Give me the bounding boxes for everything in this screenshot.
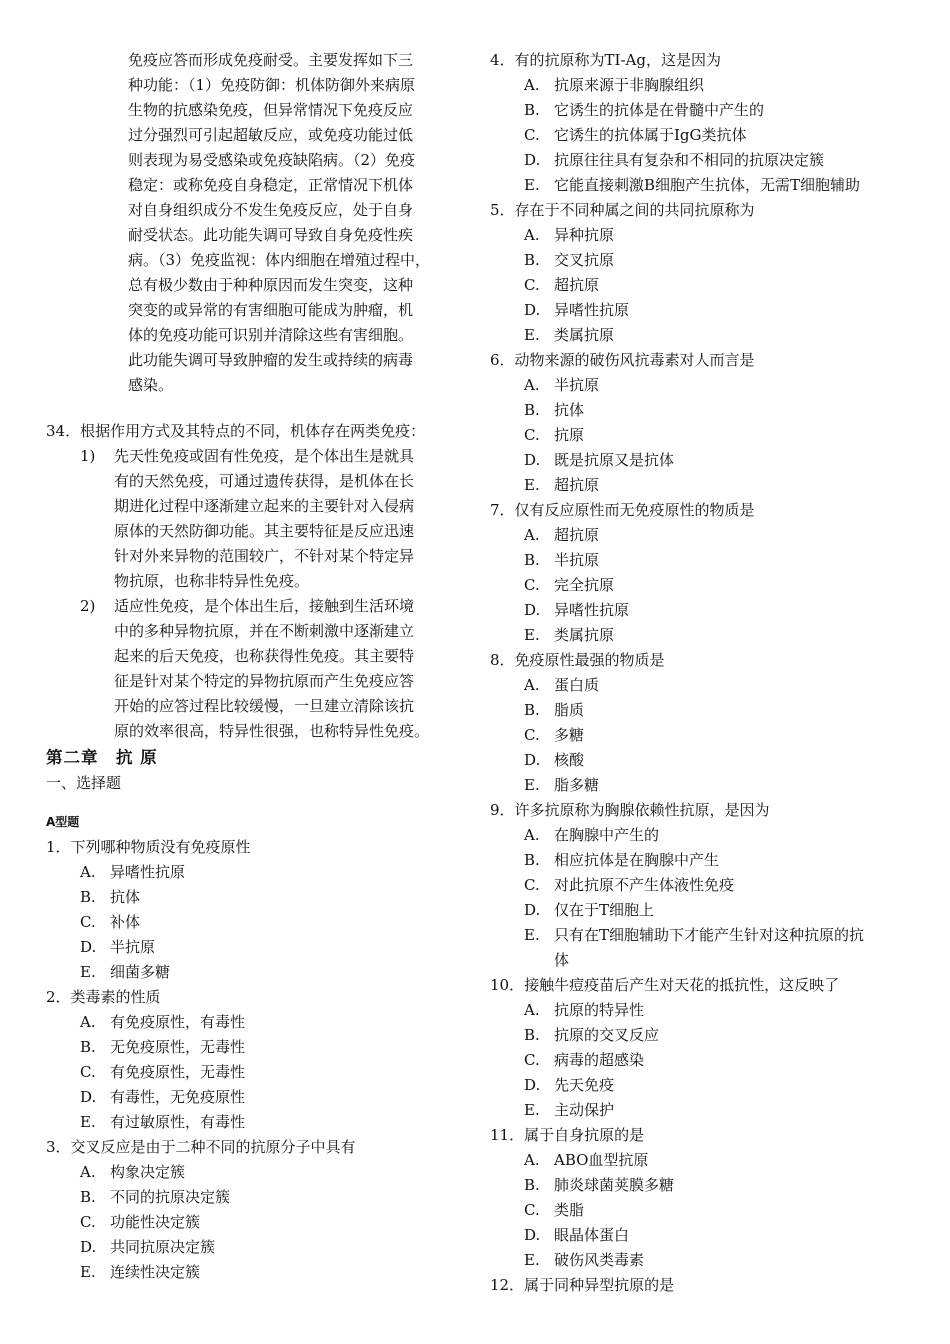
question-stem: 10．接触牛痘疫苗后产生对天花的抵抗性，这反映了: [490, 976, 840, 994]
option-text: 主动保护: [554, 1101, 615, 1119]
option-text: 超抗原: [554, 476, 600, 494]
option-c: [490, 573, 908, 598]
option-letter: C.: [524, 126, 540, 144]
option-letter: B.: [80, 1188, 96, 1206]
option-text: 抗体: [110, 888, 141, 906]
option-letter: C.: [524, 276, 540, 294]
option-text: 抗原往往具有复杂和不相同的抗原决定簇: [554, 151, 825, 169]
option-text: 抗原的特异性: [554, 1001, 645, 1019]
option-text: 超抗原: [554, 276, 600, 294]
option-letter: A.: [524, 526, 540, 544]
option-letter: E.: [524, 1101, 540, 1119]
option-letter: E.: [524, 1251, 540, 1269]
option-d: [46, 1235, 472, 1260]
question-5: [490, 198, 908, 348]
option-text: 有免疫原性，有毒性: [110, 1013, 246, 1031]
option-letter: B.: [524, 851, 540, 869]
option-e: [490, 323, 908, 348]
option-e-continued: 体: [554, 951, 570, 969]
option-a: [490, 998, 908, 1023]
question-34: 34．根据作用方式及其特点的不同，机体存在两类免疫：: [46, 422, 426, 440]
option-text: 相应抗体是在胸腺中产生: [554, 851, 720, 869]
question-stem: 5．存在于不同种属之间的共同抗原称为: [490, 201, 755, 219]
option-text: 有毒性，无免疫原性: [110, 1088, 246, 1106]
option-letter: B.: [524, 701, 540, 719]
option-a: [490, 73, 908, 98]
option-letter: D.: [524, 601, 541, 619]
option-text: 病毒的超感染: [554, 1051, 645, 1069]
option-text: 完全抗原: [554, 576, 615, 594]
option-letter: A.: [80, 863, 96, 881]
option-letter: C.: [524, 1201, 540, 1219]
text-line: 起来的后天免疫，也称获得性免疫。其主要特: [114, 647, 415, 665]
right-column: [490, 48, 908, 1298]
option-text: 异嗜性抗原: [110, 863, 186, 881]
option-a: [490, 373, 908, 398]
option-c: [46, 1060, 472, 1085]
option-text: 破伤风类毒素: [554, 1251, 645, 1269]
option-text: ABO血型抗原: [554, 1151, 649, 1169]
option-letter: B.: [524, 1026, 540, 1044]
chapter-title: 第二章 抗 原: [46, 748, 158, 767]
option-b: [490, 1023, 908, 1048]
question-stem: 2．类毒素的性质: [46, 988, 161, 1006]
option-b: [46, 885, 472, 910]
option-letter: A.: [524, 76, 540, 94]
option-e: [490, 173, 908, 198]
option-letter: D.: [80, 1088, 97, 1106]
item-number: 1): [80, 447, 96, 465]
option-letter: D.: [524, 1076, 541, 1094]
question-stem: 9．许多抗原称为胸腺依赖性抗原，是因为: [490, 801, 770, 819]
option-e: [490, 923, 908, 948]
option-letter: E.: [524, 926, 540, 944]
option-text: 抗原的交叉反应: [554, 1026, 660, 1044]
left-column: [46, 48, 472, 1285]
question-12: [490, 1273, 908, 1298]
option-b: [490, 1173, 908, 1198]
text-line: 突变的或异常的有害细胞可能成为肿瘤，机: [128, 301, 414, 319]
option-c: [490, 723, 908, 748]
option-d: [490, 598, 908, 623]
text-line: 过分强烈可引起超敏反应，或免疫功能过低: [128, 126, 414, 144]
option-letter: D.: [524, 901, 541, 919]
option-c: [490, 123, 908, 148]
option-letter: E.: [80, 1263, 96, 1281]
text-line: 期进化过程中逐渐建立起来的主要针对入侵病: [114, 497, 415, 515]
option-c: [46, 910, 472, 935]
option-text: 眼晶体蛋白: [554, 1226, 630, 1244]
option-letter: A.: [524, 1151, 540, 1169]
option-text: 构象决定簇: [110, 1163, 186, 1181]
option-b: [46, 1035, 472, 1060]
option-letter: B.: [80, 888, 96, 906]
option-d: [490, 898, 908, 923]
text-line: 中的多种异物抗原，并在不断刺激中逐渐建立: [114, 622, 415, 640]
option-text: 半抗原: [554, 551, 600, 569]
option-letter: B.: [524, 101, 540, 119]
option-c: [490, 423, 908, 448]
text-line: 体的免疫功能可识别并清除这些有害细胞。: [128, 326, 414, 344]
option-text: 有过敏原性，有毒性: [110, 1113, 246, 1131]
option-letter: A.: [80, 1163, 96, 1181]
option-b: [490, 248, 908, 273]
option-e: [490, 1098, 908, 1123]
option-text: 异种抗原: [554, 226, 615, 244]
option-letter: B.: [524, 251, 540, 269]
question-9: [490, 798, 908, 973]
text-line: 对自身组织成分不发生免疫反应，处于自身: [128, 201, 414, 219]
option-text: 既是抗原又是抗体: [554, 451, 675, 469]
option-text: 交叉抗原: [554, 251, 615, 269]
q34-item-1: [46, 444, 472, 594]
option-d: [46, 1085, 472, 1110]
option-letter: E.: [524, 326, 540, 344]
option-a: [46, 1010, 472, 1035]
option-b: [490, 398, 908, 423]
option-text: 有免疫原性，无毒性: [110, 1063, 246, 1081]
question-stem: 8．免疫原性最强的物质是: [490, 651, 665, 669]
option-letter: D.: [524, 751, 541, 769]
option-d: [490, 748, 908, 773]
text-line: 开始的应答过程比较缓慢，一旦建立清除该抗: [114, 697, 415, 715]
option-text: 抗原: [554, 426, 585, 444]
option-a: [490, 523, 908, 548]
option-text: 连续性决定簇: [110, 1263, 201, 1281]
question-stem: 1．下列哪种物质没有免疫原性: [46, 838, 251, 856]
option-c: [490, 273, 908, 298]
option-e: [490, 473, 908, 498]
option-letter: B.: [524, 1176, 540, 1194]
option-letter: A.: [80, 1013, 96, 1031]
option-text: 抗体: [554, 401, 585, 419]
option-c: [490, 1198, 908, 1223]
option-e: [490, 623, 908, 648]
option-letter: E.: [80, 1113, 96, 1131]
option-letter: D.: [524, 451, 541, 469]
option-c: [490, 1048, 908, 1073]
question-10: [490, 973, 908, 1123]
item-number: 2): [80, 597, 96, 615]
option-text: 只有在T细胞辅助下才能产生针对这种抗原的抗: [554, 926, 865, 944]
option-letter: D.: [80, 938, 97, 956]
text-line: 生物的抗感染免疫，但异常情况下免疫反应: [128, 101, 414, 119]
q34-item-2: [46, 594, 472, 744]
intro-paragraph: [46, 48, 472, 398]
question-stem: 3．交叉反应是由于二种不同的抗原分子中具有: [46, 1138, 356, 1156]
section-title: 一、选择题: [46, 774, 122, 792]
option-text: 蛋白质: [554, 676, 600, 694]
text-line: 稳定：或称免疫自身稳定，正常情况下机体: [128, 176, 414, 194]
option-letter: E.: [80, 963, 96, 981]
option-e: [46, 960, 472, 985]
question-stem: 11．属于自身抗原的是: [490, 1126, 645, 1144]
option-text: 抗原来源于非胸腺组织: [554, 76, 705, 94]
option-text: 在胸腺中产生的: [554, 826, 660, 844]
question-7: [490, 498, 908, 648]
question-stem: 7．仅有反应原性而无免疫原性的物质是: [490, 501, 755, 519]
option-text: 脂质: [554, 701, 585, 719]
question-6: [490, 348, 908, 498]
option-text: 肺炎球菌荚膜多糖: [554, 1176, 675, 1194]
option-text: 仅在于T细胞上: [554, 901, 655, 919]
option-b: [490, 698, 908, 723]
option-letter: C.: [80, 1063, 96, 1081]
question-stem: 4．有的抗原称为TI-Ag，这是因为: [490, 51, 721, 69]
question-8: [490, 648, 908, 798]
question-4: [490, 48, 908, 198]
option-letter: A.: [524, 1001, 540, 1019]
option-letter: B.: [524, 401, 540, 419]
option-a: [46, 860, 472, 885]
option-text: 功能性决定簇: [110, 1213, 201, 1231]
option-e: [46, 1260, 472, 1285]
text-line: 原的效率很高，特异性很强，也称特异性免疫。: [114, 722, 430, 740]
option-text: 类属抗原: [554, 626, 615, 644]
option-text: 多糖: [554, 726, 585, 744]
option-text: 它诱生的抗体属于IgG类抗体: [554, 126, 747, 144]
option-letter: A.: [524, 226, 540, 244]
option-letter: C.: [524, 576, 540, 594]
option-c: [490, 873, 908, 898]
question-2: [46, 985, 472, 1135]
option-text: 脂多糖: [554, 776, 600, 794]
question-1: [46, 835, 472, 985]
option-text: 共同抗原决定簇: [110, 1238, 216, 1256]
option-text: 超抗原: [554, 526, 600, 544]
text-line: 原体的天然防御功能。其主要特征是反应迅速: [114, 522, 415, 540]
option-c: [46, 1210, 472, 1235]
option-a: [490, 1148, 908, 1173]
option-letter: A.: [524, 676, 540, 694]
option-letter: A.: [524, 826, 540, 844]
option-letter: E.: [524, 776, 540, 794]
option-a: [490, 223, 908, 248]
option-e: [490, 773, 908, 798]
option-letter: C.: [524, 726, 540, 744]
option-text: 异嗜性抗原: [554, 601, 630, 619]
option-d: [490, 148, 908, 173]
option-text: 细菌多糖: [110, 963, 171, 981]
option-a: [46, 1160, 472, 1185]
option-letter: E.: [524, 476, 540, 494]
option-a: [490, 823, 908, 848]
option-text: 补体: [110, 913, 141, 931]
option-text: 对此抗原不产生体液性免疫: [554, 876, 735, 894]
option-e: [490, 1248, 908, 1273]
option-b: [490, 548, 908, 573]
option-letter: C.: [524, 426, 540, 444]
question-type-title: A型题: [46, 815, 80, 829]
text-line: 耐受状态。此功能失调可导致自身免疫性疾: [128, 226, 414, 244]
text-line: 种功能：（1）免疫防御：机体防御外来病原: [128, 76, 416, 94]
option-letter: C.: [80, 1213, 96, 1231]
option-letter: D.: [524, 301, 541, 319]
option-b: [46, 1185, 472, 1210]
option-d: [46, 935, 472, 960]
option-b: [490, 848, 908, 873]
question-11: [490, 1123, 908, 1273]
option-text: 它诱生的抗体是在骨髓中产生的: [554, 101, 765, 119]
option-letter: C.: [524, 876, 540, 894]
option-letter: A.: [524, 376, 540, 394]
option-d: [490, 1223, 908, 1248]
question-stem: 12．属于同种异型抗原的是: [490, 1276, 675, 1294]
option-d: [490, 298, 908, 323]
option-letter: C.: [80, 913, 96, 931]
text-line: 则表现为易受感染或免疫缺陷病。（2）免疫: [128, 151, 416, 169]
option-text: 它能直接刺激B细胞产生抗体，无需T细胞辅助: [554, 176, 861, 194]
text-line: 针对外来异物的范围较广，不针对某个特定异: [114, 547, 415, 565]
option-letter: B.: [524, 551, 540, 569]
option-letter: D.: [524, 151, 541, 169]
text-line: 适应性免疫，是个体出生后，接触到生活环境: [114, 597, 415, 615]
text-line: 征是针对某个特定的异物抗原而产生免疫应答: [114, 672, 415, 690]
text-line: 总有极少数由于种种原因而发生突变，这种: [128, 276, 414, 294]
option-text: 异嗜性抗原: [554, 301, 630, 319]
option-text: 半抗原: [554, 376, 600, 394]
option-a: [490, 673, 908, 698]
option-text: 半抗原: [110, 938, 156, 956]
option-d: [490, 448, 908, 473]
option-text: 类属抗原: [554, 326, 615, 344]
text-line: 有的天然免疫，可通过遗传获得，是机体在长: [114, 472, 415, 490]
option-text: 不同的抗原决定簇: [110, 1188, 231, 1206]
text-line: 病。（3）免疫监视：体内细胞在增殖过程中，: [128, 251, 431, 269]
option-text: 无免疫原性，无毒性: [110, 1038, 246, 1056]
text-line: 此功能失调可导致肿瘤的发生或持续的病毒: [128, 351, 414, 369]
question-3: [46, 1135, 472, 1285]
option-d: [490, 1073, 908, 1098]
option-letter: D.: [524, 1226, 541, 1244]
option-letter: E.: [524, 626, 540, 644]
option-text: 核酸: [554, 751, 585, 769]
text-line: 感染。: [128, 376, 174, 394]
option-text: 类脂: [554, 1201, 585, 1219]
text-line: 物抗原，也称非特异性免疫。: [114, 572, 310, 590]
option-text: 先天免疫: [554, 1076, 615, 1094]
option-e: [46, 1110, 472, 1135]
question-stem: 6．动物来源的破伤风抗毒素对人而言是: [490, 351, 755, 369]
option-letter: D.: [80, 1238, 97, 1256]
option-letter: C.: [524, 1051, 540, 1069]
text-line: 先天性免疫或固有性免疫，是个体出生是就具: [114, 447, 415, 465]
text-line: 免疫应答而形成免疫耐受。主要发挥如下三: [128, 51, 414, 69]
option-letter: B.: [80, 1038, 96, 1056]
option-letter: E.: [524, 176, 540, 194]
option-b: [490, 98, 908, 123]
